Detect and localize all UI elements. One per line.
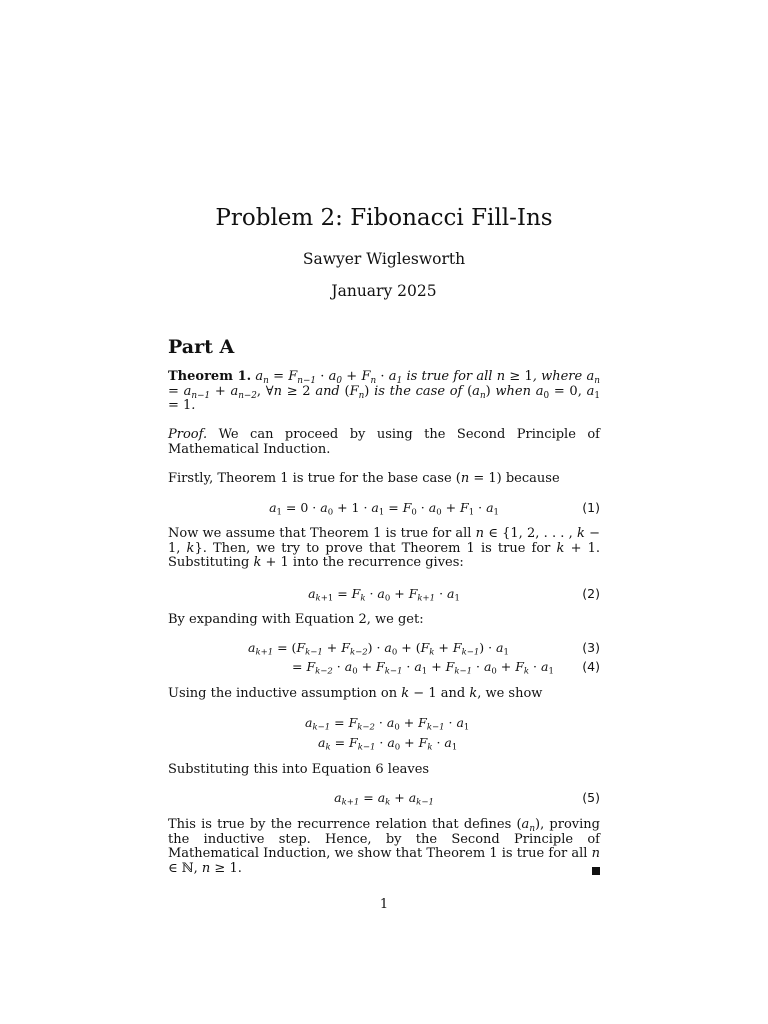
- equation-4-number: (4): [582, 659, 600, 674]
- equation-2: $a_{k+1} = F_k \cdot a_0 + F_{k+1} \cdot a_1$ (2): [308, 586, 600, 604]
- expanding-paragraph: By expanding with Equation 2, we get:: [168, 612, 424, 627]
- equation-3: $a_{k+1} = (F_{k-1} + F_{k-2}) \cdot a_0 + (F_k + F_{k-1}) \cdot a_1$ (3): [248, 640, 600, 658]
- paper-title: Problem 2: Fibonacci Fill-Ins: [215, 205, 553, 231]
- equation-1: $a_1 = 0 \cdot a_0 + 1 \cdot a_1 = F_0 \cdot a_0 + F_1 \cdot a_1$ (1): [269, 500, 600, 518]
- theorem-block: [168, 370, 600, 414]
- theorem-label: Theorem 1.: [168, 369, 252, 384]
- substituting-paragraph: Substituting this into Equation 6 leaves: [168, 762, 430, 777]
- equation-1-number: (1): [582, 500, 600, 515]
- inductive-paragraph: Using the inductive assumption on k − 1 and k, we show: [168, 686, 543, 701]
- equation-5: $a_{k+1} = a_k + a_{k-1}$ (5): [334, 790, 600, 808]
- theorem-statement: $a_n = F_{n-1} \cdot a_0 + F_n \cdot a_1$ is true for all n ≥ 1, where $a_n = a_{n-1} + a_{n-2}$, ∀n ≥ 2 and $(F_n)$ is the case of $(a_n)$ when $a_0 = 0$, $a_1 = 1$.: [168, 369, 600, 413]
- conclusion-paragraph: This is true by the recurrence relation that defines $(a_n)$, proving the inductive step. Hence, by the Second Principle of Mathematical Induction, we show that Theorem 1 is true for all n ∈ ℕ, n ≥ 1.: [168, 817, 600, 876]
- page-number: 1: [379, 897, 389, 912]
- equation-4: = $F_{k-2} \cdot a_0 + F_{k-1} \cdot a_1 + F_{k-1} \cdot a_0 + F_k \cdot a_1$ (4): [292, 659, 600, 677]
- equation-ak: $a_k = F_{k-1} \cdot a_0 + F_k \cdot a_1$: [318, 735, 458, 753]
- equation-3-number: (3): [582, 640, 600, 655]
- equation-2-number: (2): [582, 586, 600, 601]
- section-heading: Part A: [168, 336, 235, 358]
- proof-intro: [168, 428, 600, 457]
- proof-label: Proof.: [168, 427, 208, 442]
- proof-intro-text: We can proceed by using the Second Principle of Mathematical Induction.: [168, 427, 600, 457]
- base-case-paragraph: Firstly, Theorem 1 is true for the base case (n = 1) because: [168, 471, 560, 486]
- author-name: Sawyer Wiglesworth: [302, 250, 466, 268]
- assumption-paragraph: Now we assume that Theorem 1 is true for all n ∈ {1, 2, . . . , k − 1, k}. Then, we try to prove that Theorem 1 is true for k + 1. Substituting k + 1 into the recurrence gives:: [168, 526, 601, 570]
- equation-ak-minus-1: $a_{k-1} = F_{k-2} \cdot a_0 + F_{k-1} \cdot a_1$: [305, 715, 470, 733]
- qed-square-icon: [592, 867, 600, 875]
- equation-5-number: (5): [582, 790, 600, 805]
- paper-date: January 2025: [331, 282, 437, 300]
